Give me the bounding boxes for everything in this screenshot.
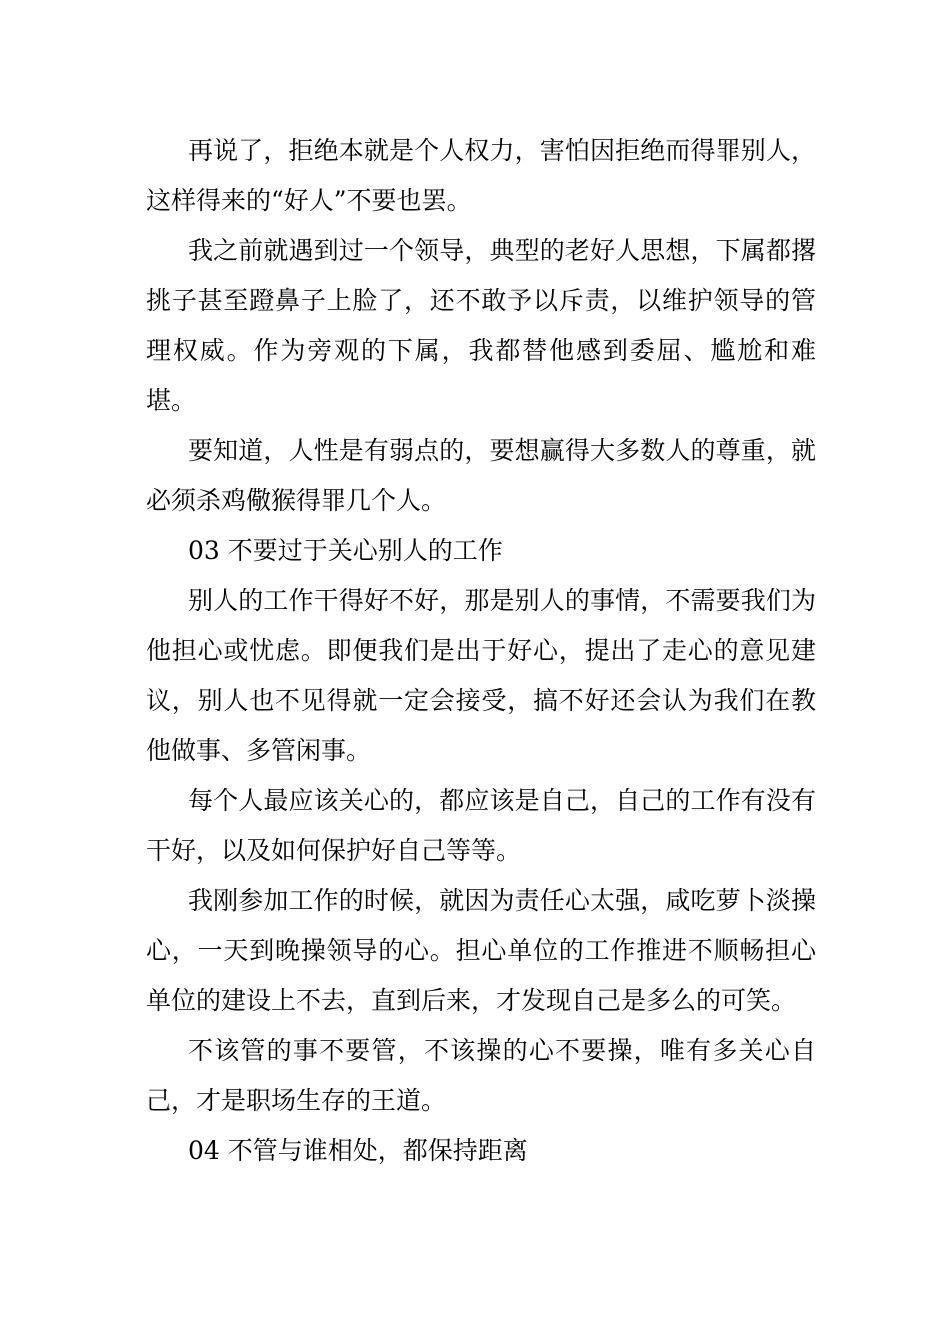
- document-body: [146, 126, 816, 1176]
- section-heading-03: 03 不要过于关心别人的工作: [188, 536, 503, 565]
- paragraph-nice-boss-story: 我之前就遇到过一个领导，典型的老好人思想，下属都撂挑子甚至蹬鼻子上脸了，还不敢予以斥责，以维护领导的管理权威。作为旁观的下属，我都替他感到委屈、尴尬和难堪。: [146, 236, 816, 415]
- paragraph-early-career-story: 我刚参加工作的时候，就因为责任心太强，咸吃萝卜淡操心，一天到晚操领导的心。担心单位的工作推进不顺畅担心单位的建设上不去，直到后来，才发现自己是多么的可笑。: [146, 886, 816, 1015]
- section-heading-04: 04 不管与谁相处，都保持距离: [188, 1136, 528, 1165]
- paragraph-workplace-survival: 不该管的事不要管，不该操的心不要操，唯有多关心自己，才是职场生存的王道。: [146, 1036, 816, 1115]
- paragraph-others-work: 别人的工作干得好不好，那是别人的事情，不需要我们为他担心或忧虑。即便我们是出于好心，提出了走心的意见建议，别人也不见得就一定会接受，搞不好还会认为我们在教他做事、多管闲事。: [146, 586, 816, 765]
- paragraph-refusal-right: 再说了，拒绝本就是个人权力，害怕因拒绝而得罪别人，这样得来的“好人”不要也罢。: [146, 136, 816, 215]
- paragraph-human-weakness: 要知道，人性是有弱点的，要想赢得大多数人的尊重，就必须杀鸡儆猴得罪几个人。: [146, 436, 816, 515]
- paragraph-care-yourself: 每个人最应该关心的，都应该是自己，自己的工作有没有干好，以及如何保护好自己等等。: [146, 786, 816, 865]
